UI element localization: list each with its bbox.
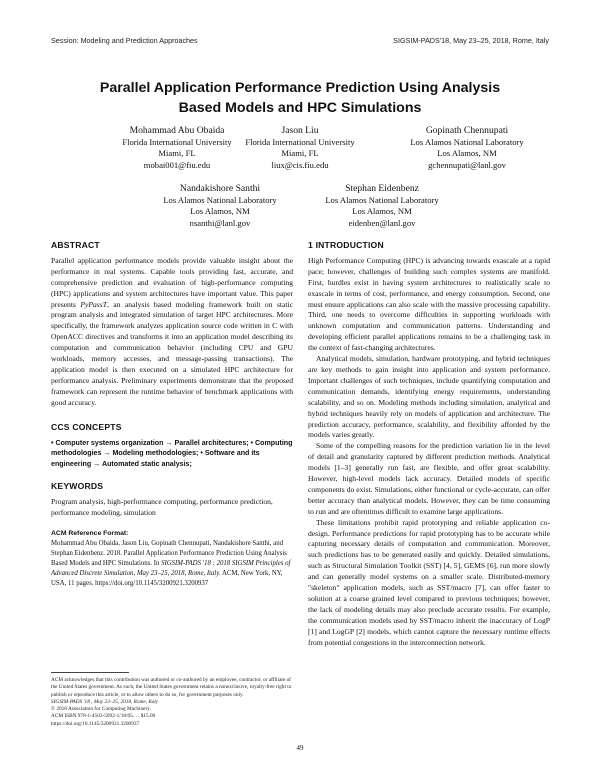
author-name: Gopinath Chennupati: [425, 125, 509, 136]
paper-title: [40, 78, 560, 118]
footnote-venue: SIGSIM-PADS '18 , May 23–25, 2018, Rome, Italy: [51, 698, 159, 705]
author-affiliation: Los Alamos National Laboratory: [325, 194, 439, 205]
intro-paragraph: High Performance Computing (HPC) is advancing towards exascale at a rapid pace; however, challenges of building such complex systems are manifold. First, hurdles exist in having system architectures to realistically scale to exascale in terms of cost, performance, and energy consumption. Second, one must ensure applications can also scale with the massive processing capability. Third, one needs to overcome difficulties in supporting workloads with unknown computation and communication patterns. Understanding and developing efficient parallel applications remains to be a challenging task in the context of fast-changing architectures.: [308, 255, 550, 353]
author-email[interactable]: mobai001@fiu.edu: [143, 159, 211, 170]
author-affiliation: Los Alamos National Laboratory: [410, 136, 524, 147]
author-affiliation: Florida International University: [245, 136, 355, 147]
page-number: 49: [296, 744, 304, 752]
left-column: [51, 240, 293, 589]
introduction-heading: 1 INTRODUCTION: [308, 240, 384, 250]
ccs-concepts: • Computer systems organization → Parallel architectures; • Computing methodologies → Modeling methodologies; • Software and its engineering → Automated static analysis;: [51, 438, 293, 468]
author-location: Miami, FL: [281, 148, 319, 159]
ccs-heading: CCS CONCEPTS: [51, 421, 122, 432]
author-email[interactable]: gchennupati@lanl.gov: [428, 159, 506, 170]
keywords-heading: KEYWORDS: [51, 481, 104, 492]
author-block: [307, 183, 457, 229]
footnote-isbn: ACM ISBN 978-1-4503-5092-1/18/05. . . $15.00: [51, 713, 156, 720]
abstract-text: Parallel application performance models provide valuable insight about the performance in real systems. Capable tools providing fast, accurate, and comprehensive prediction and evaluation of high-performance computing (HPC) applications and system architectures have important value. This paper presents PyPassT, an analysis based modeling framework built on static program analysis and integrated simulation of target HPC architectures. More specifically, the framework analyzes application source code written in C with OpenACC directives and transforms it into an application model describing its computation and communication behavior (including CPU and GPU workloads, memory accesses, and message-passing transactions). The application model is then executed on a simulated HPC architecture for performance analysis. Preliminary experiments demonstrate that the proposed framework can represent the runtime behavior of benchmark applications with good accuracy.: [51, 255, 293, 407]
author-location: Miami, FL: [158, 148, 196, 159]
author-name: Nandakishore Santhi: [179, 183, 261, 194]
author-name: Stephan Eidenbenz: [345, 183, 419, 194]
author-location: Los Alamos, NM: [352, 206, 412, 217]
author-email[interactable]: nsanthi@lanl.gov: [189, 217, 251, 228]
footnote-copyright: © 2018 Association for Computing Machinery.: [51, 706, 151, 713]
reference-format-heading: ACM Reference Format:: [51, 530, 129, 537]
right-column: [308, 240, 550, 649]
intro-paragraph: Some of the compelling reasons for the prediction variation lie in the level of detail and granularity captured by different prediction methods. Analytical models [1–3] generally run fast, are flexible, and offer great scalability. However, high-level models lack accuracy. Detailed models of specific components do exist. Simulations, either functional or cycle-accurate, can offer better accuracy than analytical models. However, they can be time consuming to run and are oftentimes difficult to examine large applications.: [308, 441, 550, 516]
intro-paragraph: Analytical models, simulation, hardware prototyping, and hybrid techniques are key methods to gain insight into application and system performance. Important challenges of such techniques, include quantifying computation and communication demands, identifying energy requirements, understanding scalability, and so on. Modeling methods including simulation, analytical and hybrid techniques heavily rely on models of application and architecture. The prediction accuracy, performance, scalability, and flexibility afforded by the models varies greatly.: [308, 354, 550, 440]
author-location: Los Alamos, NM: [190, 206, 250, 217]
author-location: Los Alamos, NM: [437, 148, 497, 159]
framework-name: PyPassT: [80, 299, 107, 309]
keywords-text: Program analysis, high-performance computing, performance prediction, performance modeling, simulation: [51, 497, 273, 518]
footnote: [51, 677, 293, 728]
intro-paragraph: These limitations prohibit rapid prototyping and reliable application co-design. Performance predictions for rapid prototyping has to be accurate while capturing necessary details of computation and communication. Moreover, such predictions has to be generated easily and quickly. Detailed simulations, such as Structural Simulation Toolkit (SST) [4, 5], GEMS [6], run more slowly and can generally model systems on a smaller scale. Distributed-memory "skeleton" application models, such as SST/macro [7], can offer faster to solution at a coarse grained level compared to previous techniques; however, the lack of modeling details may also preclude accurate results. For example, the communication models used by SST/macro inherit the inaccuracy of LogP [1] and LogGP [2] models, which cannot capture the necessary runtime effects from potential congestions in the interconnection network.: [308, 517, 550, 647]
author-block: [392, 125, 542, 171]
title-line-1: Parallel Application Performance Prediction Using Analysis: [99, 80, 501, 96]
running-header-right: SIGSIM-PADS'18, May 23–25, 2018, Rome, Italy: [393, 36, 549, 45]
author-affiliation: Los Alamos National Laboratory: [163, 194, 277, 205]
footnote-rule: [51, 672, 129, 673]
author-name: Jason Liu: [281, 125, 319, 136]
author-name: Mohammad Abu Obaida: [129, 125, 225, 136]
title-line-2: Based Models and HPC Simulations: [178, 100, 422, 116]
author-affiliation: Florida International University: [122, 136, 232, 147]
author-block: [225, 125, 375, 171]
author-block: [145, 183, 295, 229]
author-email[interactable]: liux@cis.fiu.edu: [271, 159, 329, 170]
footnote-copyright-notice: ACM acknowledges that this contribution was authored or co-authored by an employee, contractor, or affiliate of the United States government. As such, the United States government retains a nonexclusive, royalty-free right to publish or reproduce this article, or to allow others to do so, for government purposes only.: [51, 677, 292, 698]
reference-format-text: Mohammad Abu Obaida, Jason Liu, Gopinath Chennupati, Nandakishore Santhi, and Stephan Eidenbenz. 2018. Parallel Application Performance Prediction Using Analysis Based Models and HPC Simulations. In SIGSIM-PADS '18 : 2018 SIGSIM Principles of Advanced Discrete Simulation, May 23–25, 2018, Rome, Italy. ACM, New York, NY, USA, 11 pages. https://doi.org/10.1145/3200921.3200937: [51, 540, 291, 587]
running-header-left: Session: Modeling and Prediction Approaches: [51, 36, 198, 45]
author-email[interactable]: eidenben@lanl.gov: [348, 217, 416, 228]
footnote-doi[interactable]: https://doi.org/10.1145/3200921.3200937: [51, 720, 140, 727]
abstract-heading: ABSTRACT: [51, 240, 100, 250]
